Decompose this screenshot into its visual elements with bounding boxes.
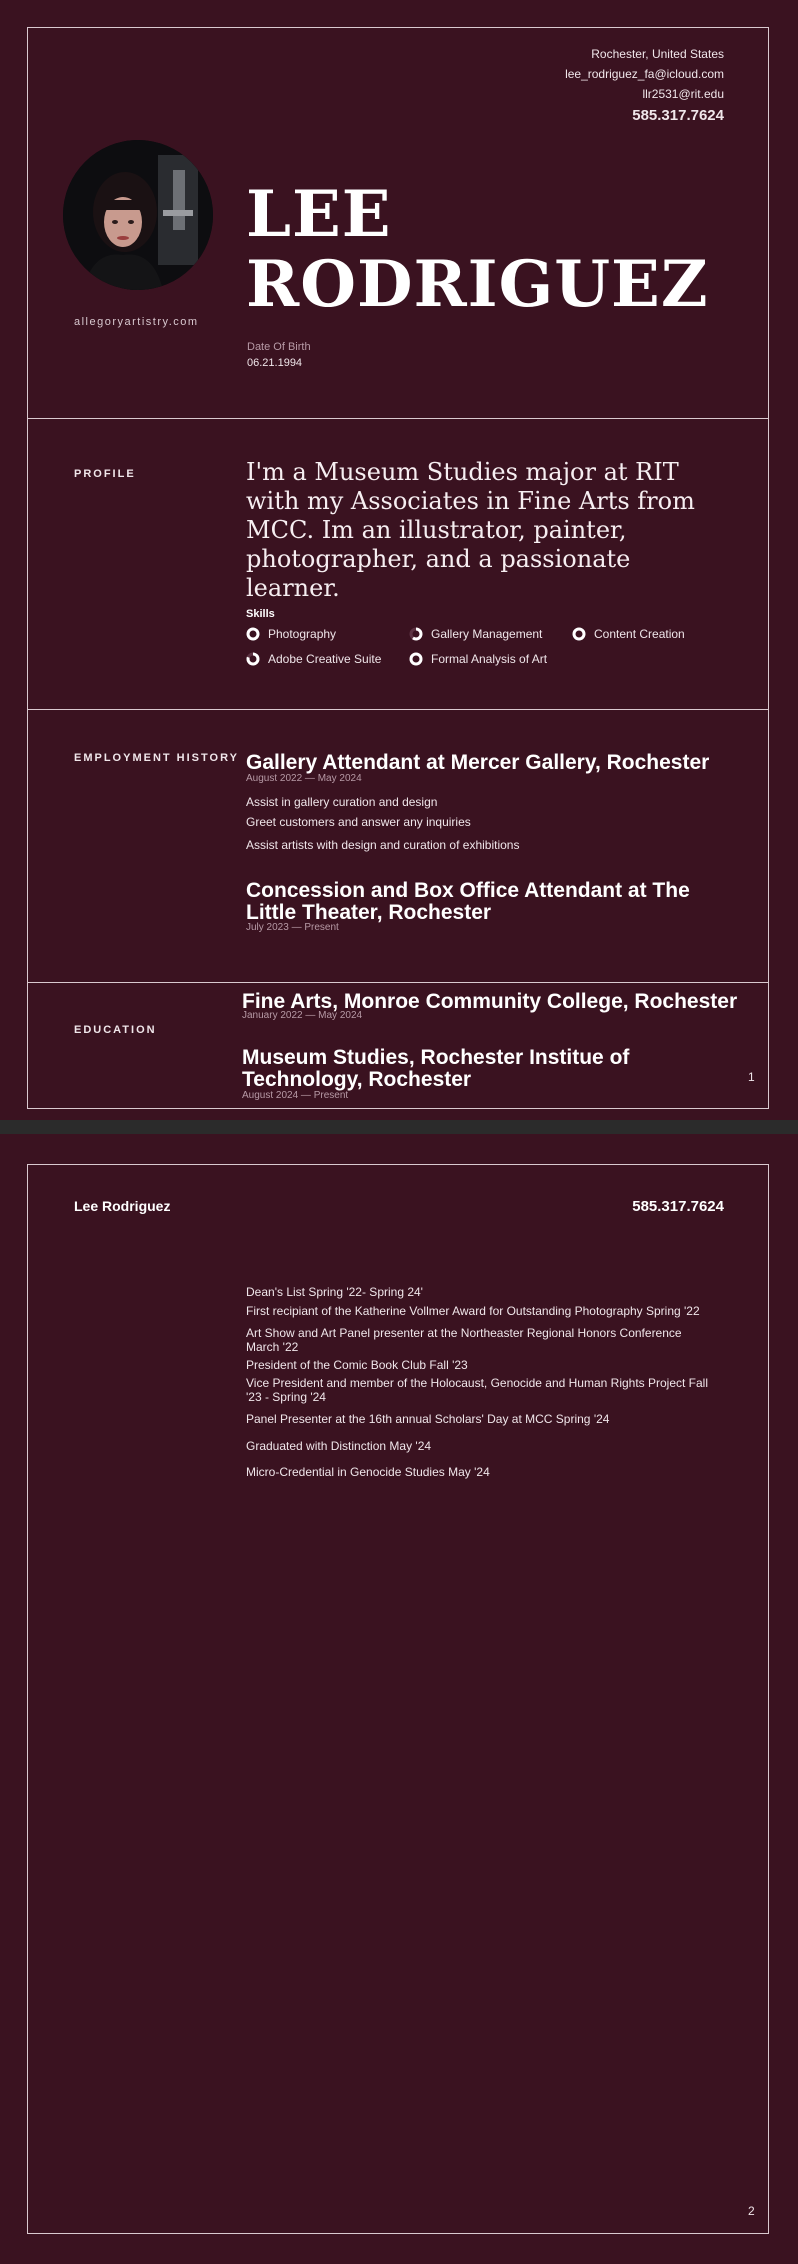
skill-level-ring-icon [572,627,586,641]
full-name-heading [246,177,709,322]
contact-block [565,44,724,126]
skill-name: Adobe Creative Suite [268,652,382,666]
job-dates: July 2023 — Present [246,922,339,933]
skill-name: Content Creation [594,627,685,641]
honor-item: Dean's List Spring '22- Spring 24' [246,1285,423,1299]
job-duty: Greet customers and answer any inquiries [246,815,471,829]
job-title: Gallery Attendant at Mercer Gallery, Rochester [246,751,710,774]
resume-page-1 [0,0,798,1120]
skill-level-ring-icon [246,652,260,666]
job-dates: August 2022 — May 2024 [246,773,362,784]
honor-item: Micro-Credential in Genocide Studies May '24 [246,1465,490,1479]
skill-name: Formal Analysis of Art [431,652,548,666]
education-dates: January 2022 — May 2024 [242,1010,363,1021]
skill-item [409,627,542,641]
education-dates: August 2024 — Present [242,1090,349,1101]
skill-level-ring-icon [409,627,423,641]
skill-name: Gallery Management [431,627,543,641]
skill-item [409,652,547,666]
skill-item [572,627,685,641]
name-first: LEE [246,177,392,252]
skill-level-ring-icon [246,627,260,641]
job-duty: Assist artists with design and curation of exhibitions [246,838,520,852]
education-title: Fine Arts, Monroe Community College, Rochester [242,990,738,1013]
education-title: Museum Studies, Rochester Institue of Technology, Rochester [242,1046,630,1091]
contact-phone[interactable]: 585.317.7624 [632,107,724,124]
skill-name: Photography [268,627,337,641]
avatar [63,140,213,290]
profile-label: PROFILE [74,468,136,480]
section-divider [27,709,769,710]
skill-level-ring-icon [409,652,423,666]
skills-title: Skills [246,608,275,620]
contact-email-school[interactable]: llr2531@rit.edu [642,87,724,101]
employment-label: EMPLOYMENT HISTORY [74,752,239,764]
header-phone[interactable]: 585.317.7624 [632,1198,724,1215]
page-number: 1 [748,1070,755,1084]
honor-item: President of the Comic Book Club Fall '23 [246,1358,468,1372]
education-label: EDUCATION [74,1024,157,1036]
section-divider [27,982,769,983]
name-last: RODRIGUEZ [246,247,709,322]
page-frame [27,1164,769,2234]
portrait-photo [63,140,213,290]
page-number: 2 [748,2204,755,2218]
skill-item [246,627,336,641]
honor-item: Vice President and member of the Holocaust, Genocide and Human Rights Project Fall '23 - Spring '24 [246,1376,709,1404]
honor-item: First recipiant of the Katherine Vollmer Award for Outstanding Photography Spring '22 [246,1304,700,1318]
honor-item: Art Show and Art Panel presenter at the Northeaster Regional Honors Conference March '22 [246,1326,682,1354]
honor-item: Panel Presenter at the 16th annual Scholars' Day at MCC Spring '24 [246,1412,610,1426]
contact-location: Rochester, United States [591,47,724,61]
resume-page-2 [0,1134,798,2264]
job-title: Concession and Box Office Attendant at The Little Theater, Rochester [246,879,690,924]
header-name: Lee Rodriguez [74,1198,171,1214]
dob-value: 06.21.1994 [247,357,303,369]
skill-item [246,652,381,666]
contact-email-personal[interactable]: lee_rodriguez_fa@icloud.com [565,67,724,81]
website-link[interactable]: allegoryartistry.com [74,316,199,328]
honor-item: Graduated with Distinction May '24 [246,1439,432,1453]
section-divider [27,418,769,419]
job-duty: Assist in gallery curation and design [246,795,438,809]
dob-label: Date Of Birth [247,341,311,353]
profile-summary: I'm a Museum Studies major at RIT with my Associates in Fine Arts from MCC. Im an illustrator, painter, photographer, and a passionate learner. [246,458,695,602]
